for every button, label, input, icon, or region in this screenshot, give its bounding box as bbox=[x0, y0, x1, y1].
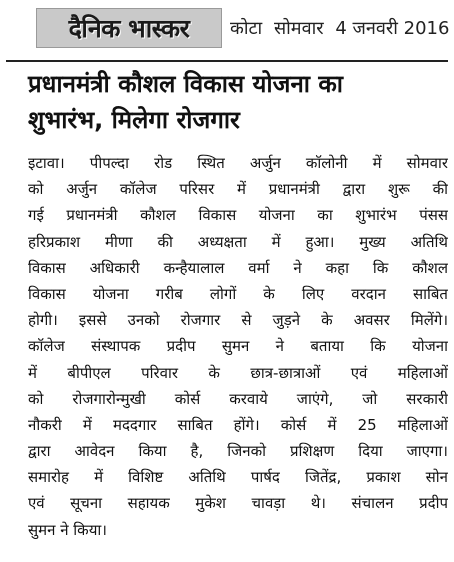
headline-line-2: शुभारंभ, मिलेगा रोजगार bbox=[28, 106, 240, 134]
body-line: कॉलेज संस्थापक प्रदीप सुमन ने बताया कि योजना bbox=[28, 337, 448, 356]
body-line: विकास योजना गरीब लोगों के लिए वरदान साबित bbox=[28, 284, 448, 303]
body-line: को रोजगारोन्मुखी कोर्स करवाये जाएंगे, जो सरकारी bbox=[28, 389, 448, 408]
body-line: विकास अधिकारी कन्हैयालाल वर्मा ने कहा कि कौशल bbox=[28, 258, 448, 277]
masthead-divider bbox=[6, 60, 448, 62]
body-line: द्वारा आवेदन किया है, जिनको प्रशिक्षण दिया जाएगा। bbox=[28, 442, 448, 461]
body-line: गई प्रधानमंत्री कौशल विकास योजना का शुभारंभ पंसस bbox=[28, 206, 448, 225]
body-line: होगी। इससे उनको रोजगार से जुड़ने के अवसर मिलेंगे। bbox=[28, 311, 448, 330]
dateline-city: कोटा bbox=[230, 18, 263, 39]
headline-line-1: प्रधानमंत्री कौशल विकास योजना का bbox=[28, 70, 343, 98]
body-line: को अर्जुन कॉलेज परिसर में प्रधानमंत्री द्वारा शुरू की bbox=[28, 180, 448, 199]
dateline bbox=[230, 14, 450, 44]
body-line: सुमन ने किया। bbox=[28, 520, 107, 539]
body-line: इटावा। पीपल्दा रोड स्थित अर्जुन कॉलोनी में सोमवार bbox=[28, 154, 448, 172]
dateline-date: 4 जनवरी 2016 bbox=[335, 18, 450, 39]
article-body bbox=[28, 150, 448, 543]
body-line: हरिप्रकाश मीणा की अध्यक्षता में हुआ। मुख्य अतिथि bbox=[28, 232, 448, 251]
dateline-day: सोमवार bbox=[273, 18, 324, 39]
newspaper-logo bbox=[36, 8, 222, 48]
body-line: में बीपीएल परिवार के छात्र-छात्राओं एवं महिलाओं bbox=[28, 363, 448, 382]
newspaper-masthead bbox=[6, 6, 448, 54]
body-line: नौकरी में मददगार साबित होंगे। कोर्स में 25 महिलाओं bbox=[28, 415, 448, 434]
article-headline bbox=[28, 66, 440, 138]
body-line: एवं सूचना सहायक मुकेश चावड़ा थे। संचालन प्रदीप bbox=[28, 494, 448, 513]
body-line: समारोह में विशिष्ट अतिथि पार्षद जितेंद्र, प्रकाश सोन bbox=[28, 468, 448, 487]
newspaper-logo-text: दैनिक भास्कर bbox=[68, 14, 190, 43]
